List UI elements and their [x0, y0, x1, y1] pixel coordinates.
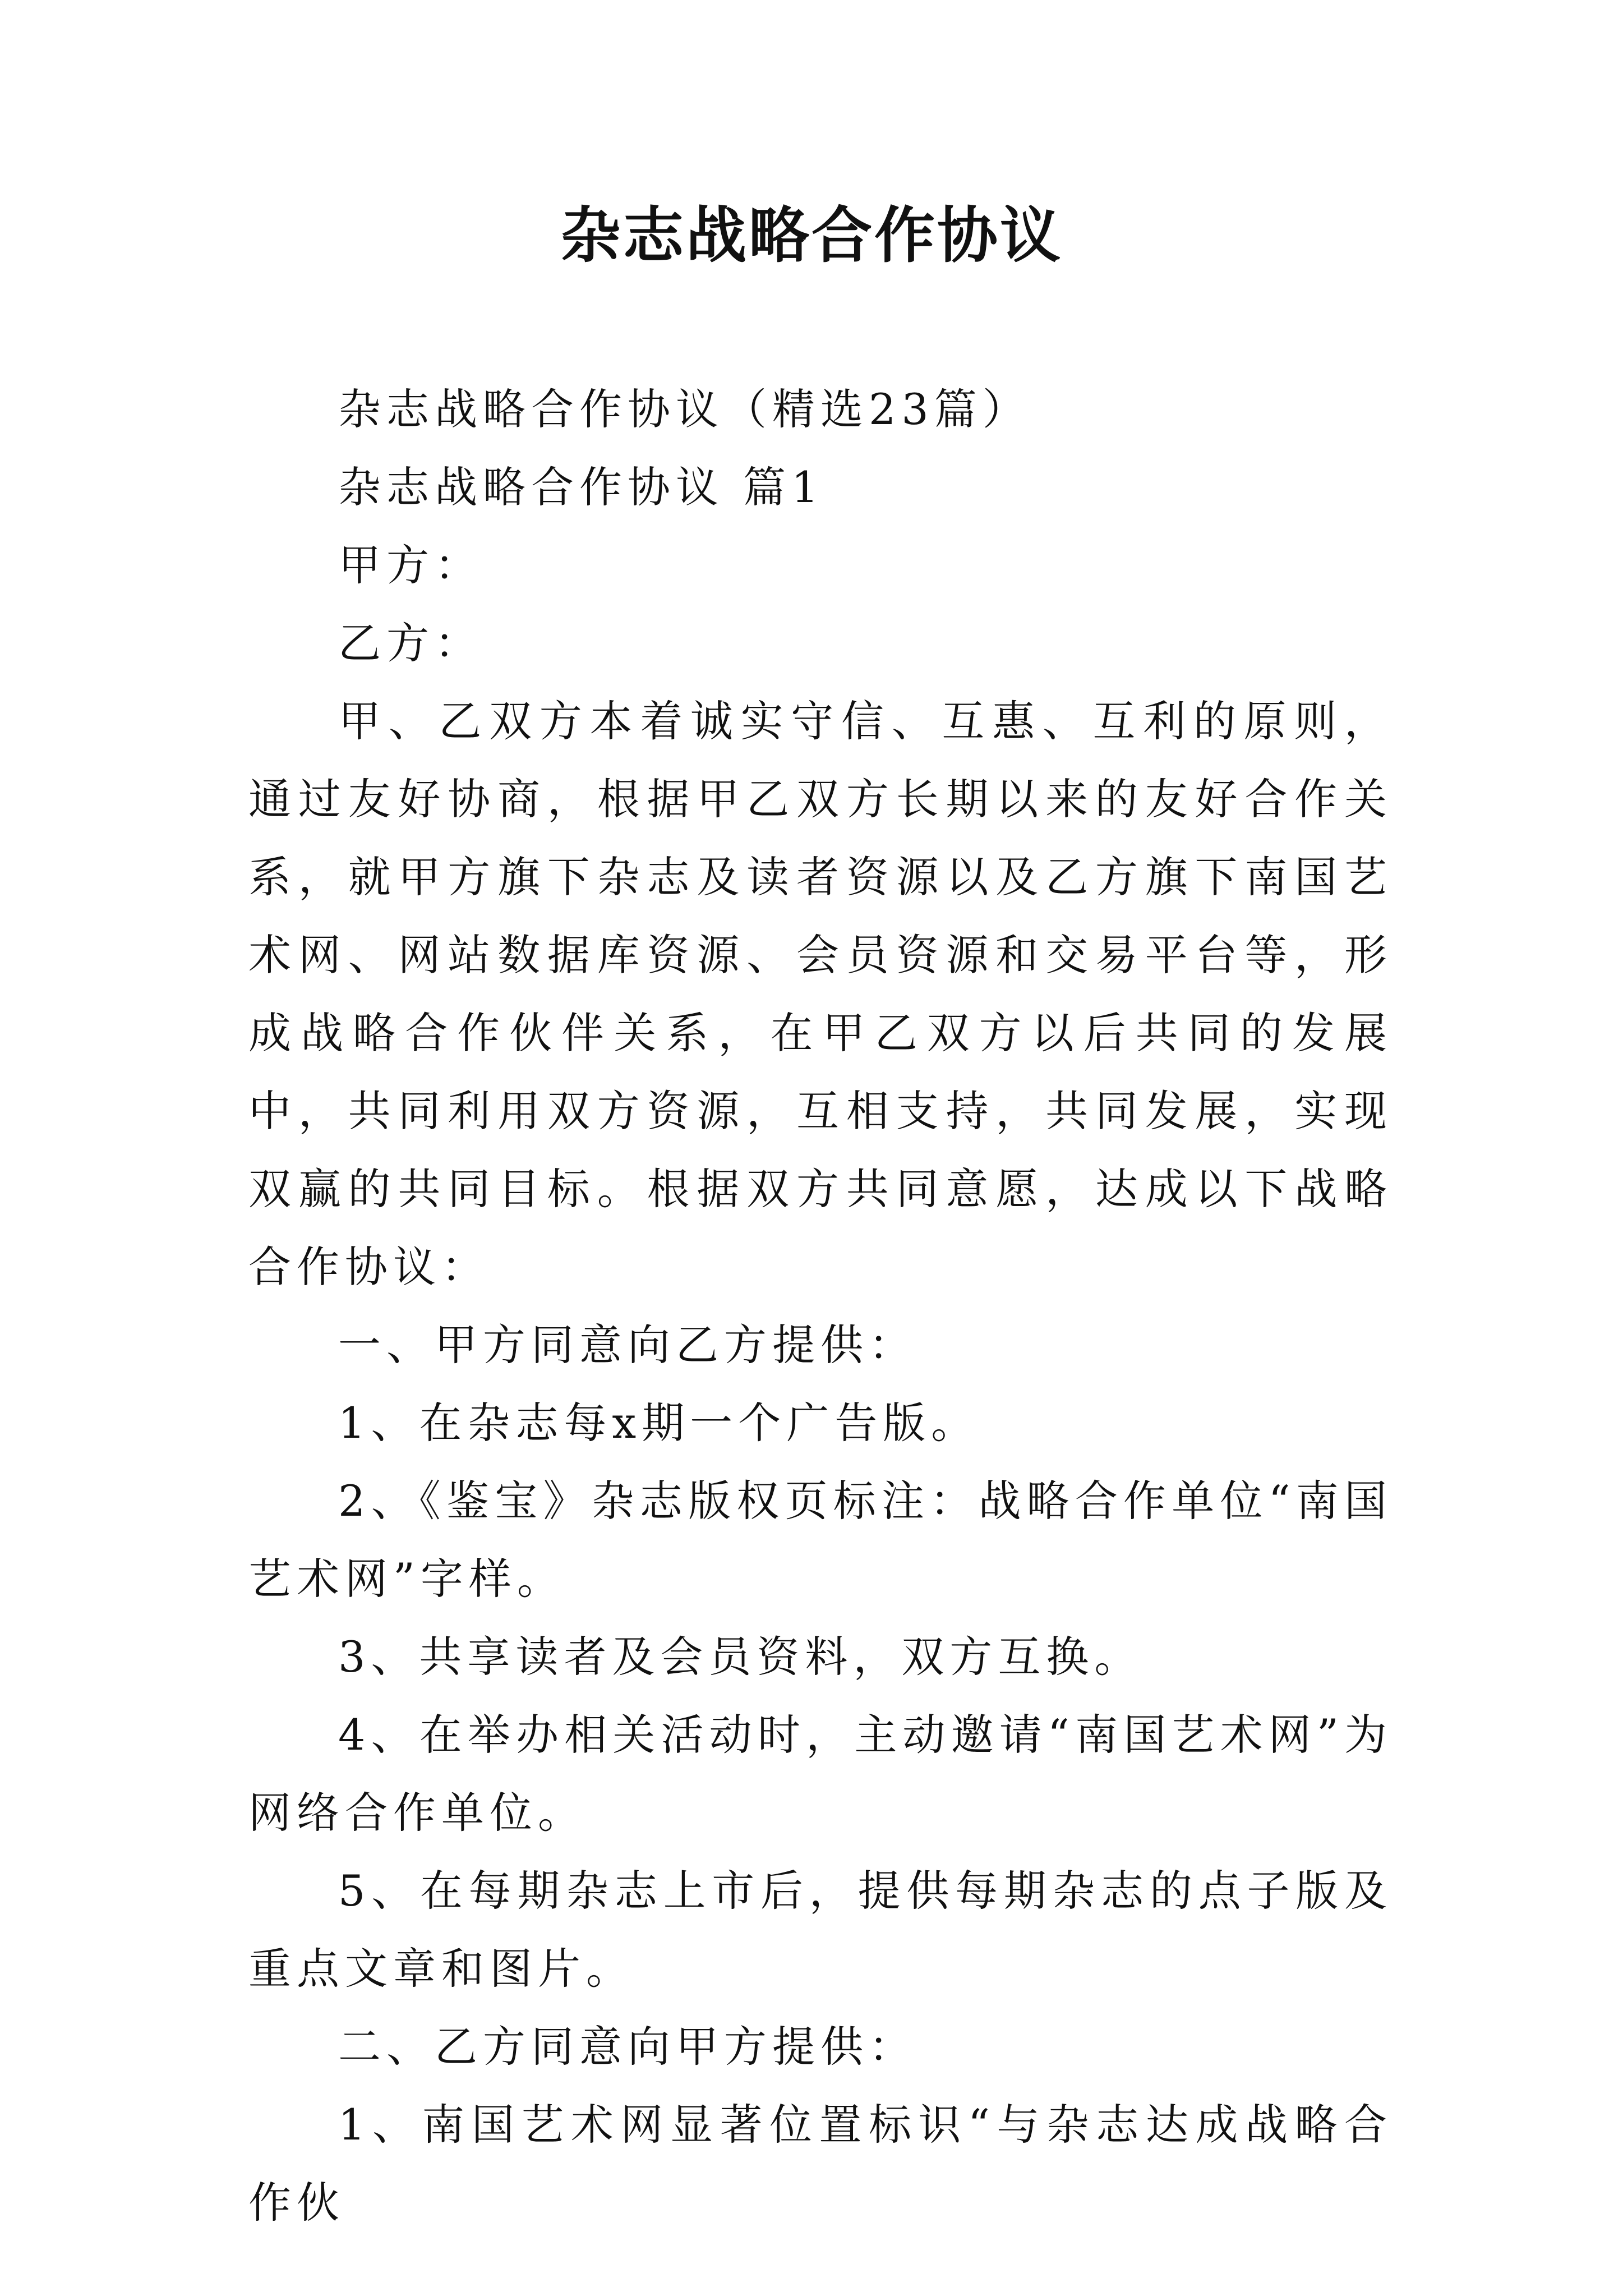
- paragraph-section-2-heading: 二、乙方同意向甲方提供：: [338, 2022, 917, 2072]
- paragraph-section-1-heading: 一、甲方同意向乙方提供：: [338, 1320, 917, 1370]
- paragraph-section-1-item-4: 4、在举办相关活动时，主动邀请“南国艺术网”为网络合作单位。: [248, 1710, 1393, 1838]
- document-title: 杂志战略合作协议: [560, 200, 1063, 271]
- paragraph-section-1-item-3: 3、共享读者及会员资料，双方互换。: [338, 1632, 1143, 1682]
- paragraph-party-b: 乙方：: [338, 618, 483, 668]
- paragraph-section-1-item-5: 5、在每期杂志上市后，提供每期杂志的点子版及重点文章和图片。: [248, 1866, 1393, 1994]
- paragraph-subtitle: 杂志战略合作协议（精选23篇）: [338, 384, 1031, 434]
- paragraph-section-1-item-2: 2、《鉴宝》杂志版权页标注：战略合作单位“南国艺术网”字样。: [248, 1476, 1393, 1604]
- paragraph-section-2-item-1: 1、南国艺术网显著位置标识“与杂志达成战略合作伙: [248, 2100, 1393, 2228]
- document-body: [248, 370, 1393, 2242]
- paragraph-part-heading: 杂志战略合作协议 篇1: [338, 462, 824, 512]
- paragraph-party-a: 甲方：: [338, 540, 483, 590]
- paragraph-section-1-item-1: 1、在杂志每x期一个广告版。: [338, 1398, 980, 1448]
- paragraph-preamble: 甲、乙双方本着诚实守信、互惠、互利的原则，通过友好协商，根据甲乙双方长期以来的友好合作关系，就甲方旗下杂志及读者资源以及乙方旗下南国艺术网、网站数据库资源、会员资源和交易平台等，形成战略合作伙伴关系，在甲乙双方以后共同的发展中，共同利用双方资源，互相支持，共同发展，实现双赢的共同目标。根据双方共同意愿，达成以下战略合作协议：: [248, 696, 1393, 1292]
